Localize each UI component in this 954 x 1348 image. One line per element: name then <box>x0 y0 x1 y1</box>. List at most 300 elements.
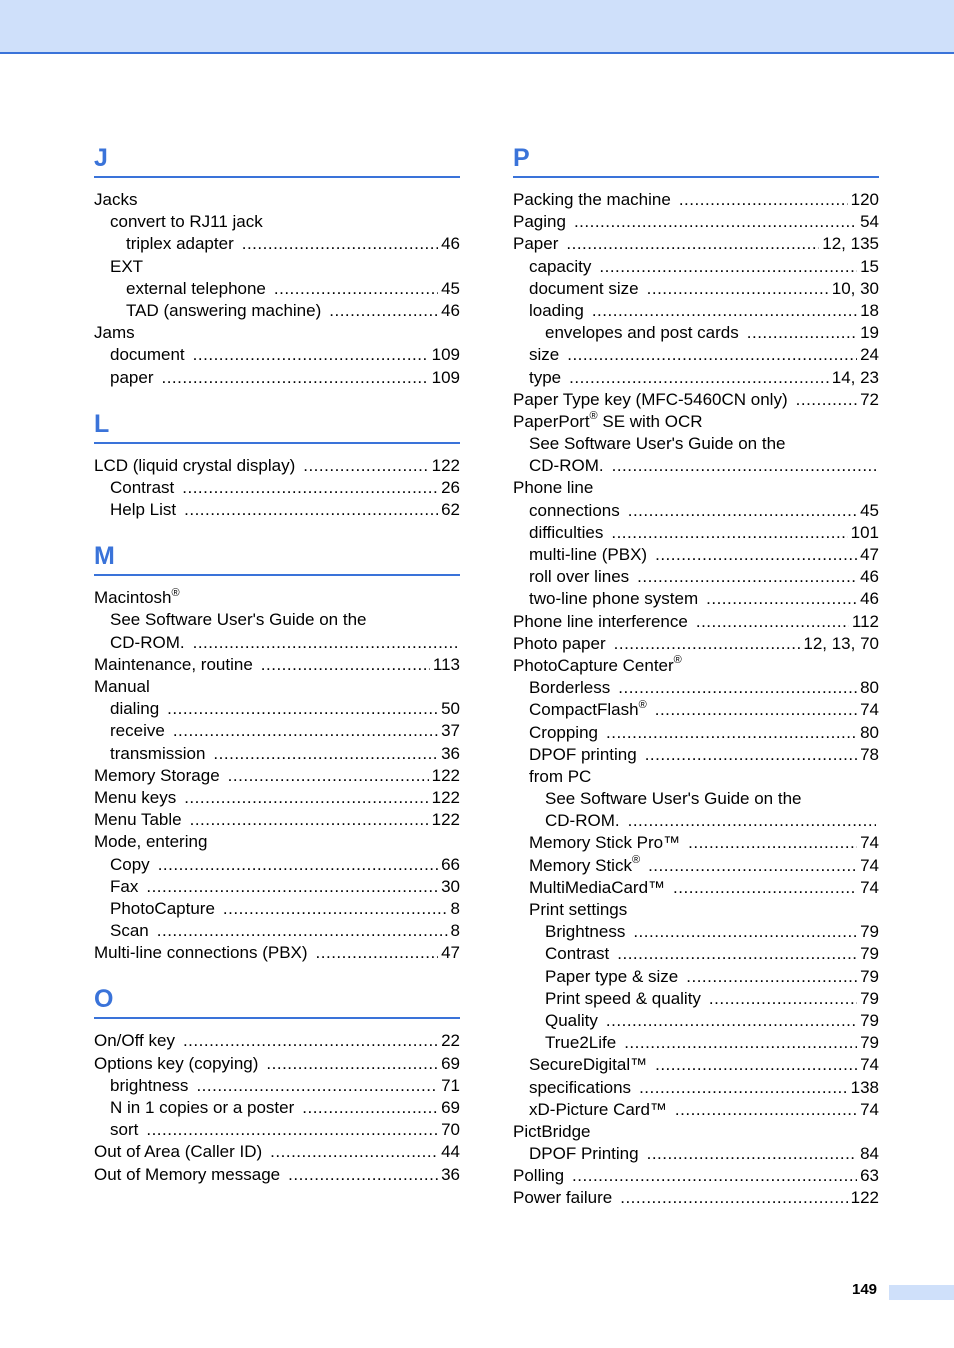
dot-leader <box>645 744 857 766</box>
entry-page-ref[interactable]: 112 <box>851 611 879 631</box>
entry-page-ref[interactable]: 66 <box>441 854 460 874</box>
entry-term-text: PhotoCapture Center <box>513 655 674 675</box>
dot-leader <box>679 189 848 211</box>
dot-leader <box>655 544 857 566</box>
dot-leader <box>696 611 849 633</box>
entry-term <box>529 566 629 588</box>
entry-term-text: difficulties <box>529 522 604 542</box>
dot-leader <box>228 765 429 787</box>
index-entry <box>513 455 879 477</box>
entry-term-text: specifications <box>529 1077 632 1097</box>
dot-leader <box>606 722 857 744</box>
dot-leader <box>675 1099 857 1121</box>
entry-term-text: roll over lines <box>529 567 630 587</box>
index-entry <box>94 676 460 698</box>
index-entry <box>94 1164 460 1186</box>
index-entry <box>513 788 879 810</box>
entry-page-ref[interactable]: 113 <box>432 654 460 674</box>
dot-leader <box>270 1141 438 1163</box>
entry-term <box>110 743 205 765</box>
index-entry <box>513 611 879 633</box>
dot-leader <box>673 877 857 899</box>
entry-page-ref[interactable]: 101 <box>850 522 879 542</box>
index-entry <box>513 367 879 389</box>
entry-term-text: Jams <box>94 323 135 343</box>
entry-term <box>529 899 627 921</box>
registered-mark: ® <box>589 410 598 423</box>
entry-page-ref[interactable]: 74 <box>860 700 879 720</box>
entry-page-ref[interactable]: 12, 13, 70 <box>803 633 879 653</box>
dot-leader <box>329 300 438 322</box>
entry-page-ref[interactable]: 120 <box>850 190 879 209</box>
index-entry <box>94 278 460 300</box>
entry-term <box>94 455 295 477</box>
index-entry <box>94 189 460 211</box>
dot-leader <box>213 743 438 765</box>
section-letter: M <box>94 542 115 571</box>
dot-leader <box>196 1075 438 1097</box>
dot-leader <box>572 1165 857 1187</box>
entry-term <box>529 278 639 300</box>
entry-page-ref[interactable]: 84 <box>860 1144 879 1164</box>
dot-leader <box>648 855 857 877</box>
entry-term <box>529 433 786 455</box>
entry-term <box>94 1141 262 1163</box>
dot-leader <box>193 632 457 654</box>
entry-term-text: Brightness <box>545 922 626 942</box>
entry-page-ref[interactable]: 54 <box>860 212 879 232</box>
index-entry <box>513 1165 879 1187</box>
entry-page-ref[interactable]: 46 <box>860 567 879 587</box>
entry-term-text: connections <box>529 500 620 520</box>
entry-page-ref[interactable]: 44 <box>441 1142 460 1162</box>
index-entry <box>513 633 879 655</box>
dot-leader <box>242 233 438 255</box>
entry-page-ref[interactable]: 122 <box>850 1188 879 1208</box>
entry-page-ref[interactable]: 45 <box>860 500 879 520</box>
entry-term-text: TAD (answering machine) <box>126 300 322 320</box>
dot-leader <box>706 588 857 610</box>
index-entry <box>513 1187 879 1209</box>
entry-term <box>529 722 598 744</box>
index-entry-list <box>94 455 460 522</box>
entry-term <box>529 766 591 788</box>
index-entry <box>94 920 460 942</box>
entry-term <box>94 1164 280 1186</box>
entry-term-text: external telephone <box>126 278 266 298</box>
entry-term <box>545 966 678 988</box>
entry-term-text: Contrast <box>110 477 175 497</box>
entry-term <box>513 389 788 411</box>
index-entry <box>513 744 879 766</box>
entry-term <box>110 632 185 654</box>
entry-term <box>529 544 647 566</box>
entry-term <box>94 809 182 831</box>
entry-page-ref[interactable]: 45 <box>441 278 460 298</box>
index-entry <box>513 988 879 1010</box>
entry-page-ref[interactable]: 80 <box>860 722 879 742</box>
header-bar <box>0 0 954 54</box>
dot-leader <box>599 256 857 278</box>
index-entry <box>513 411 879 433</box>
entry-term-text: capacity <box>529 256 592 276</box>
index-entry <box>513 722 879 744</box>
entry-page-ref[interactable]: 122 <box>431 787 460 807</box>
section-letter: O <box>94 985 114 1014</box>
entry-page-ref[interactable]: 46 <box>441 300 460 320</box>
index-entry <box>513 189 879 211</box>
entry-term <box>513 633 606 655</box>
dot-leader <box>183 1030 438 1052</box>
entry-term <box>110 876 138 898</box>
index-entry <box>513 1010 879 1032</box>
index-entry <box>94 1075 460 1097</box>
entry-term-text: Contrast <box>545 944 610 964</box>
index-entry <box>94 1141 460 1163</box>
entry-term-text: receive <box>110 721 165 741</box>
entry-term <box>126 233 234 255</box>
page-number: 149 <box>852 1281 878 1298</box>
entry-term-text: Photo paper <box>513 633 606 653</box>
entry-term <box>529 1077 631 1099</box>
entry-page-ref[interactable]: 50 <box>441 699 460 719</box>
index-column-left <box>94 140 460 1186</box>
entry-term-text: Memory Stick <box>529 855 632 875</box>
dot-leader <box>620 1187 847 1209</box>
entry-term <box>94 189 137 211</box>
entry-page-ref[interactable]: 109 <box>431 345 460 365</box>
entry-page-ref[interactable]: 22 <box>441 1031 460 1051</box>
entry-page-ref[interactable]: 37 <box>441 721 460 741</box>
section-divider <box>513 176 879 178</box>
entry-term <box>94 587 180 609</box>
section-letter: L <box>94 409 110 438</box>
entry-term-text: DPOF printing <box>529 744 637 764</box>
entry-term-text: CD-ROM. <box>110 632 185 652</box>
entry-term <box>126 300 321 322</box>
entry-term-text: Fax <box>110 876 139 896</box>
index-entry <box>94 632 460 654</box>
dot-leader <box>190 809 429 831</box>
entry-term <box>110 720 165 742</box>
entry-term <box>110 1075 188 1097</box>
index-entry <box>513 766 879 788</box>
entry-term-text: LCD (liquid crystal display) <box>94 455 296 475</box>
entry-page-ref[interactable]: 10, 30 <box>831 278 879 298</box>
entry-term <box>545 322 739 344</box>
entry-term-text: xD-Picture Card™ <box>529 1099 667 1119</box>
entry-term <box>529 455 604 477</box>
index-entry <box>513 322 879 344</box>
index-entry <box>94 831 460 853</box>
entry-term <box>529 832 680 854</box>
entry-term <box>513 1121 590 1143</box>
index-entry <box>94 477 460 499</box>
section-divider <box>94 1017 460 1019</box>
entry-page-ref[interactable]: 74 <box>860 877 879 897</box>
section-gap <box>94 521 460 538</box>
entry-term-text: Options key (copying) <box>94 1053 259 1073</box>
entry-term <box>110 367 153 389</box>
dot-leader <box>567 344 857 366</box>
entry-term-text: PictBridge <box>513 1121 591 1141</box>
index-entry <box>513 433 879 455</box>
entry-page-ref[interactable]: 47 <box>860 545 879 564</box>
dot-leader <box>184 787 428 809</box>
index-entry <box>94 854 460 876</box>
entry-term <box>513 477 593 499</box>
index-entry <box>513 389 879 411</box>
index-entry <box>94 876 460 898</box>
dot-leader <box>624 1032 857 1054</box>
entry-page-ref[interactable]: 74 <box>860 833 879 853</box>
entry-term-text: Memory Storage <box>94 765 220 785</box>
dot-leader <box>288 1164 438 1186</box>
entry-term <box>529 677 610 699</box>
index-entry <box>513 921 879 943</box>
entry-term-text: MultiMediaCard™ <box>529 877 666 897</box>
entry-page-ref[interactable]: 36 <box>441 743 460 763</box>
dot-leader <box>688 832 857 854</box>
entry-term-text: Mode, entering <box>94 832 208 852</box>
entry-term <box>529 300 584 322</box>
dot-leader <box>612 455 876 477</box>
entry-term-text: two-line phone system <box>529 589 699 609</box>
entry-page-ref[interactable]: 79 <box>860 988 879 1008</box>
entry-page-ref[interactable]: 122 <box>431 455 460 475</box>
index-entry <box>513 566 879 588</box>
dot-leader <box>647 1143 857 1165</box>
entry-page-ref[interactable]: 8 <box>450 921 460 941</box>
section-letter: P <box>513 144 530 172</box>
dot-leader <box>566 233 819 255</box>
dot-leader <box>686 966 857 988</box>
entry-page-ref[interactable]: 46 <box>441 234 460 254</box>
entry-term <box>94 831 207 853</box>
entry-term <box>110 211 263 233</box>
entry-term <box>545 921 625 943</box>
entry-page-ref[interactable]: 26 <box>441 477 460 497</box>
entry-page-ref[interactable]: 138 <box>850 1077 879 1097</box>
entry-page-ref[interactable]: 69 <box>441 1053 460 1073</box>
index-entry <box>94 942 460 964</box>
index-entry <box>513 233 879 255</box>
entry-page-ref[interactable]: 79 <box>860 944 879 964</box>
dot-leader <box>173 720 438 742</box>
entry-term-text: See Software User's Guide on the <box>110 610 367 630</box>
entry-page-ref[interactable]: 80 <box>860 678 879 698</box>
dot-leader <box>574 211 857 233</box>
entry-term-text: from PC <box>529 766 592 786</box>
entry-page-ref[interactable]: 36 <box>441 1164 460 1184</box>
index-entry <box>94 609 460 631</box>
entry-page-ref[interactable]: 79 <box>860 1033 879 1053</box>
entry-page-ref[interactable]: 74 <box>860 1099 879 1119</box>
entry-term-text: Paper <box>513 234 559 254</box>
entry-term-text: True2Life <box>545 1033 617 1053</box>
entry-term <box>94 1030 175 1052</box>
entry-term-text: N in 1 copies or a poster <box>110 1098 295 1117</box>
entry-term <box>529 1054 647 1076</box>
entry-term-text: Maintenance, routine <box>94 654 253 674</box>
dot-leader <box>655 699 857 721</box>
entry-page-ref[interactable]: 70 <box>441 1120 460 1140</box>
index-entry <box>94 367 460 389</box>
entry-page-ref[interactable]: 79 <box>860 922 879 942</box>
dot-leader <box>628 500 857 522</box>
index-entry <box>513 1054 879 1076</box>
entry-page-ref[interactable]: 79 <box>860 1010 879 1030</box>
entry-page-ref[interactable]: 8 <box>450 898 460 918</box>
entry-page-ref[interactable]: 19 <box>860 323 879 343</box>
index-entry <box>94 698 460 720</box>
index-entry <box>94 720 460 742</box>
index-entry-list <box>94 189 460 389</box>
registered-mark: ® <box>171 586 180 599</box>
entry-term <box>110 1119 138 1141</box>
dot-leader <box>614 633 801 655</box>
entry-term-text: transmission <box>110 743 206 763</box>
entry-term <box>529 855 640 877</box>
index-entry <box>513 899 879 921</box>
entry-term-text: loading <box>529 300 584 320</box>
entry-page-ref[interactable]: 78 <box>860 744 879 764</box>
entry-term <box>545 988 701 1010</box>
index-entry-list <box>94 587 460 964</box>
index-entry <box>513 588 879 610</box>
entry-term <box>513 233 558 255</box>
entry-term-text: See Software User's Guide on the <box>529 434 786 454</box>
registered-mark: ® <box>638 698 647 711</box>
index-entry-list <box>513 189 879 1210</box>
registered-mark: ® <box>631 853 641 866</box>
entry-term-text: CompactFlash <box>529 700 639 720</box>
dot-leader <box>617 943 857 965</box>
dot-leader <box>569 367 829 389</box>
dot-leader <box>146 876 438 898</box>
index-entry <box>94 1053 460 1075</box>
entry-page-ref[interactable]: 79 <box>860 966 879 986</box>
index-entry <box>513 544 879 566</box>
entry-page-ref[interactable]: 74 <box>860 1055 879 1075</box>
entry-page-ref[interactable]: 72 <box>860 389 879 409</box>
entry-page-ref[interactable]: 12, 135 <box>822 234 879 254</box>
entry-page-ref[interactable]: 30 <box>441 876 460 896</box>
entry-page-ref[interactable]: 47 <box>441 943 460 963</box>
entry-page-ref[interactable]: 69 <box>441 1098 460 1117</box>
entry-page-ref[interactable]: 46 <box>860 589 879 609</box>
entry-page-ref[interactable]: 74 <box>860 855 879 875</box>
entry-page-ref[interactable]: 109 <box>431 367 460 387</box>
entry-term-text: DPOF Printing <box>529 1144 639 1164</box>
dot-leader <box>709 988 857 1010</box>
entry-term-text: Macintosh <box>94 588 172 608</box>
dot-leader <box>316 942 439 964</box>
entry-page-ref[interactable]: 14, 23 <box>831 367 879 387</box>
index-entry <box>513 1121 879 1143</box>
index-entry <box>94 499 460 521</box>
index-entry <box>513 1077 879 1099</box>
entry-page-ref[interactable]: 62 <box>441 500 460 520</box>
entry-term-text: PhotoCapture <box>110 898 215 918</box>
index-entry <box>94 898 460 920</box>
entry-term-text: Out of Area (Caller ID) <box>94 1142 263 1162</box>
entry-term <box>513 655 682 677</box>
index-entry <box>94 587 460 609</box>
entry-term-text: paper <box>110 367 154 387</box>
index-entry <box>513 966 879 988</box>
entry-term-text: Borderless <box>529 678 611 698</box>
index-section-o <box>94 981 460 1185</box>
dot-leader <box>303 455 428 477</box>
entry-term-text: See Software User's Guide on the <box>545 789 802 809</box>
dot-leader <box>161 367 428 389</box>
entry-term-text: triplex adapter <box>126 234 234 254</box>
dot-leader <box>618 677 857 699</box>
entry-term <box>513 1187 612 1209</box>
index-entry <box>513 278 879 300</box>
entry-term <box>545 1032 616 1054</box>
entry-term <box>110 256 143 278</box>
entry-term <box>110 477 174 499</box>
index-entry <box>513 810 879 832</box>
entry-term <box>110 1097 294 1119</box>
entry-term <box>94 322 135 344</box>
dot-leader <box>606 1010 857 1032</box>
entry-page-ref[interactable]: 122 <box>431 810 460 830</box>
entry-term <box>94 1053 258 1075</box>
index-entry <box>94 233 460 255</box>
entry-term-text: EXT <box>110 256 144 276</box>
entry-page-ref[interactable]: 24 <box>860 345 879 365</box>
entry-term <box>94 676 150 698</box>
index-entry <box>513 832 879 854</box>
entry-term <box>94 765 220 787</box>
entry-term <box>94 654 253 676</box>
index-entry <box>513 1099 879 1121</box>
section-letter: J <box>94 144 108 172</box>
dot-leader <box>637 566 857 588</box>
entry-term <box>513 211 566 233</box>
entry-term-text: Paging <box>513 212 566 232</box>
dot-leader <box>182 477 438 499</box>
index-entry <box>513 699 879 721</box>
entry-term-text: Help List <box>110 500 177 520</box>
entry-term <box>529 256 591 278</box>
entry-page-ref[interactable]: 18 <box>860 300 879 320</box>
entry-page-ref[interactable]: 15 <box>860 256 879 276</box>
entry-term <box>110 854 150 876</box>
entry-term-text: Menu Table <box>94 810 182 830</box>
index-entry <box>94 654 460 676</box>
index-entry <box>94 455 460 477</box>
entry-term-text: multi-line (PBX) <box>529 545 648 564</box>
entry-page-ref[interactable]: 122 <box>431 765 460 785</box>
entry-term-text-after: SE with OCR <box>597 411 703 431</box>
entry-page-ref[interactable]: 71 <box>441 1075 460 1095</box>
index-column-right <box>513 140 879 1210</box>
entry-page-ref[interactable]: 63 <box>860 1166 879 1186</box>
entry-term <box>529 522 603 544</box>
entry-term <box>110 609 367 631</box>
entry-term-text: Paper type & size <box>545 966 679 986</box>
entry-term <box>513 611 688 633</box>
entry-term <box>545 810 620 832</box>
entry-term-text: Packing the machine <box>513 190 671 209</box>
section-divider <box>94 442 460 444</box>
entry-term-text: type <box>529 367 562 387</box>
index-entry <box>94 743 460 765</box>
